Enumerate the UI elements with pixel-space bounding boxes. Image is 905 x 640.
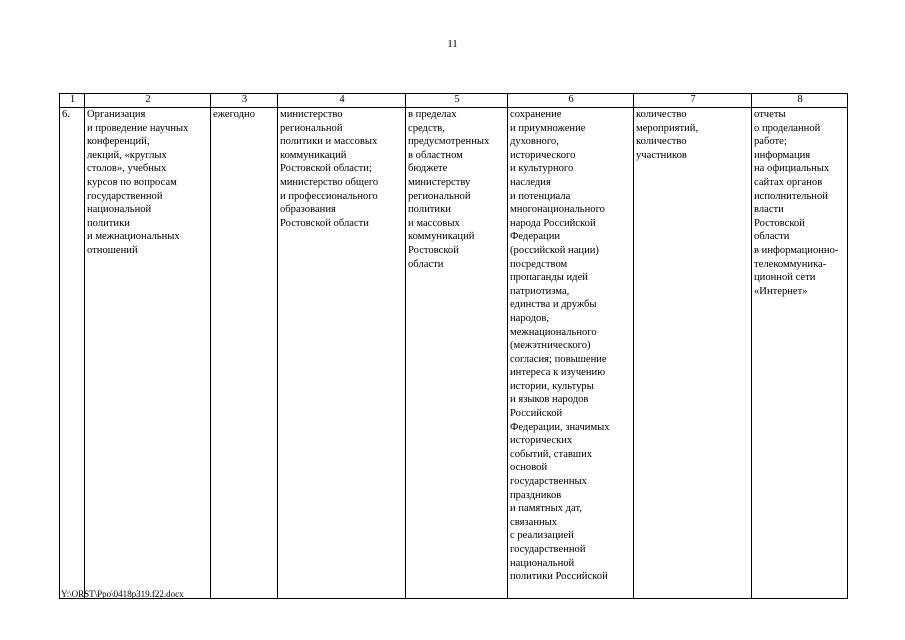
cell-text-line: мероприятий, [636,122,699,134]
cell-text-line: праздников [510,489,562,501]
cell-text-line: интереса к изучению [510,367,606,379]
cell-text-line: политики [408,204,451,216]
cell-text-line: государственных [510,476,587,488]
cell-text-line: и массовых [408,217,460,229]
cell-text-line: образования [280,204,336,216]
cell-indicators [634,108,752,599]
cell-text-line: согласия; повышение [510,353,607,365]
column-number-6: 6 [508,94,634,108]
column-number-5: 5 [406,94,508,108]
cell-text-line: Ростовской [408,244,459,256]
cell-text-line: духовного, [510,136,559,148]
cell-text-line: участников [636,149,687,161]
cell-text-line: средств, [408,122,445,134]
cell-text-line: наследия [510,176,551,188]
cell-item-number [60,108,85,599]
cell-text-line: 6. [62,109,70,120]
cell-text-line: Ростовской [754,217,805,229]
cell-text-line: событий, ставших [510,448,593,460]
cell-text-line: государственной [510,544,586,555]
cell-text-line: связанных [510,516,558,528]
cell-text-line: многонационального [510,204,605,216]
cell-text-line: Организация [87,109,146,120]
cell-text-line: власти [754,204,784,216]
cell-text-line: пропаганды идей [510,272,588,284]
cell-text-line: лекций, «круглых [87,149,167,161]
cell-text-line: региональной [408,190,471,202]
cell-text-line: и профессионального [280,190,378,202]
cell-text-line: столов», учебных [87,163,167,175]
cell-text-line: конференций, [87,136,150,148]
cell-text-line: коммуникаций [280,149,347,161]
cell-text-line: и культурного [510,163,574,175]
cell-text-line: количество [636,109,687,120]
column-number-1: 1 [60,94,85,108]
cell-text-line: и памятных дат, [510,503,582,515]
cell-text-line: Федерации [510,231,561,243]
cell-text-line: отношений [87,244,138,256]
cell-text-line: с реализацией [510,530,574,542]
cell-text-line: политики [87,217,130,229]
cell-expected-result [508,108,634,599]
cell-text-line: телекоммуника- [754,258,827,270]
column-number-3: 3 [211,94,278,108]
cell-text-line: ционной сети [754,272,816,284]
cell-text-line: исполнительной [754,190,828,202]
cell-text-line: министерство общего [280,176,379,188]
cell-text-line: единства и дружбы [510,299,597,311]
cell-text-line: министерство [280,109,343,120]
cell-text-line: и приумножение [510,122,586,134]
cell-text-line: в пределах [408,109,457,120]
cell-text-line: информация [754,149,811,161]
column-number-7: 7 [634,94,752,108]
page-number: 11 [447,38,458,50]
cell-text-line: Ростовской области; [280,163,372,175]
cell-text-line: национальной [87,204,152,216]
cell-text-line: народа Российской [510,217,596,229]
cell-text-line: и межнациональных [87,231,180,243]
activity-table [59,93,848,599]
cell-activity-name [85,108,211,599]
cell-text-line: и проведение научных [87,122,189,134]
cell-text-line: в информационно- [754,244,839,256]
cell-text-line: (межэтнического) [510,340,591,352]
column-number-4: 4 [278,94,406,108]
cell-responsible-executors [278,108,406,599]
cell-text-line: в областном [408,149,463,161]
cell-timing [211,108,278,599]
cell-text-line: истории, культуры [510,380,594,392]
cell-text-line: на официальных [754,163,830,175]
cell-text-line: предусмотренных [408,136,490,148]
cell-text-line: курсов по вопросам [87,176,177,188]
file-path-footer: Y:\ORST\Ppo\0418p319.f22.docx [61,589,184,599]
cell-text-line: Ростовской области [280,217,369,229]
cell-text-line: Федерации, значимых [510,421,610,433]
cell-text-line: ежегодно [213,109,256,120]
cell-text-line: патриотизма, [510,285,570,297]
cell-text-line: отчеты [754,109,786,120]
cell-text-line: Российской [510,408,563,420]
cell-text-line: региональной [280,122,343,134]
cell-text-line: министерству [408,176,471,188]
table-header-row [60,94,848,108]
cell-text-line: коммуникаций [408,231,475,243]
cell-text-line: государственной [87,190,163,202]
cell-text-line: основой [510,462,548,474]
cell-text-line: о проделанной [754,122,821,134]
cell-text-line: бюджете [408,163,448,175]
cell-text-line: области [754,231,790,243]
cell-text-line: сайтах органов [754,176,823,188]
cell-funding-source [406,108,508,599]
column-number-2: 2 [85,94,211,108]
cell-text-line: межнационального [510,326,597,338]
cell-text-line: исторического [510,149,576,161]
cell-text-line: политики Российской [510,571,608,583]
column-number-8: 8 [752,94,848,108]
cell-text-line: сохранение [510,109,562,120]
cell-text-line: работе; [754,136,787,148]
cell-text-line: национальной [510,557,575,569]
cell-text-line: политики и массовых [280,136,378,148]
cell-text-line: «Интернет» [754,285,808,297]
cell-text-line: области [408,258,444,270]
cell-text-line: (российской нации) [510,244,599,256]
cell-reporting-form [752,108,848,599]
cell-text-line: народов, [510,312,549,324]
table-row [60,108,848,599]
cell-text-line: исторических [510,435,573,447]
cell-text-line: количество [636,136,687,148]
cell-text-line: и языков народов [510,394,589,406]
cell-text-line: и потенциала [510,190,571,202]
cell-text-line: посредством [510,258,568,270]
